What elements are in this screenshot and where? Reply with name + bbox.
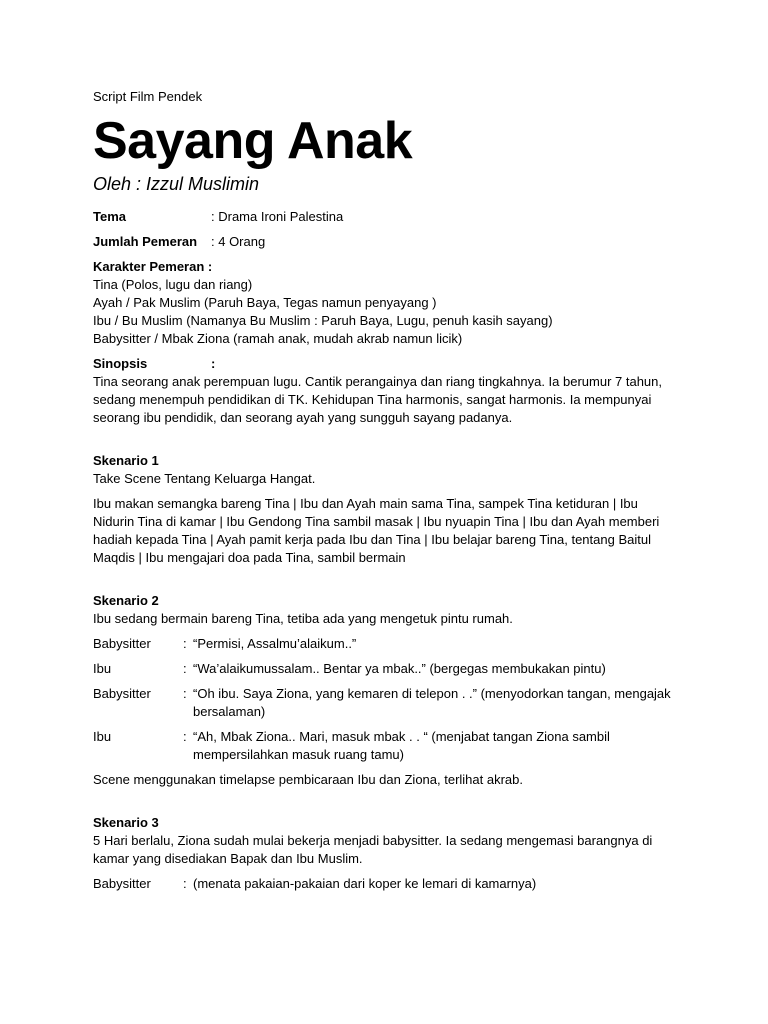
sinopsis-colon: : — [211, 356, 216, 371]
dialog-speaker: Babysitter — [93, 876, 151, 891]
skenario-2-outro: Scene menggunakan timelapse pembicaraan Ibu dan Ziona, terlihat akrab. — [93, 772, 523, 787]
character-item: Ayah / Pak Muslim (Paruh Baya, Tegas namun penyayang ) — [93, 295, 437, 310]
dialog-speaker: Ibu — [93, 661, 112, 676]
dialog-line — [93, 635, 673, 653]
meta-tema-key: Tema — [93, 209, 126, 224]
skenario-2-heading: Skenario 2 — [93, 593, 159, 608]
dialog-speaker: Babysitter — [93, 686, 151, 701]
character-item: Tina (Polos, lugu dan riang) — [93, 277, 253, 292]
dialog-line — [93, 728, 673, 764]
sinopsis-key: Sinopsis — [93, 356, 148, 371]
character-item: Ibu / Bu Muslim (Namanya Bu Muslim : Paruh Baya, Lugu, penuh kasih sayang) — [93, 313, 553, 328]
dialog-text: “Permisi, Assalmu’alaikum..” — [193, 636, 357, 651]
skenario-2-intro: Ibu sedang bermain bareng Tina, tetiba ada yang mengetuk pintu rumah. — [93, 611, 513, 626]
meta-jumlah-value: : 4 Orang — [211, 234, 266, 249]
spacer — [93, 796, 673, 814]
sinopsis-heading — [93, 355, 673, 373]
skenario-2-intro-block — [93, 592, 673, 628]
dialog-colon: : — [183, 729, 187, 744]
spacer — [93, 434, 673, 452]
dialog-line — [93, 875, 673, 893]
dialog-text: “Wa’alaikumussalam.. Bentar ya mbak..” (bergegas membukakan pintu) — [193, 661, 606, 676]
meta-jumlah — [93, 233, 673, 251]
meta-jumlah-key: Jumlah Pemeran — [93, 234, 198, 249]
skenario-3-intro-block — [93, 814, 673, 868]
sinopsis-text: Tina seorang anak perempuan lugu. Cantik perangainya dan riang tingkahnya. Ia berumur 7 tahun, sedang menempuh pendidikan di TK. Kehidupan Tina harmonis, sangat harmonis. Ia mempunyai seorang ibu pendidik, dan seorang ayah yang sungguh sayang padanya. — [93, 374, 663, 425]
document-title: Sayang Anak — [93, 112, 413, 170]
dialog-speaker: Babysitter — [93, 636, 151, 651]
skenario-3-intro: 5 Hari berlalu, Ziona sudah mulai bekerja menjadi babysitter. Ia sedang mengemasi barangnya di kamar yang disediakan Bapak dan Ibu Muslim. — [93, 833, 653, 866]
dialog-colon: : — [183, 686, 187, 701]
dialog-line — [93, 685, 673, 721]
document-kicker: Script Film Pendek — [93, 89, 203, 104]
character-item: Babysitter / Mbak Ziona (ramah anak, mudah akrab namun licik) — [93, 331, 463, 346]
skenario-1-intro: Take Scene Tentang Keluarga Hangat. — [93, 471, 316, 486]
dialog-speaker: Ibu — [93, 729, 112, 744]
skenario-1-heading: Skenario 1 — [93, 453, 159, 468]
sinopsis-section — [93, 355, 673, 427]
skenario-1-intro-block — [93, 452, 673, 488]
skenario-1-body: Ibu makan semangka bareng Tina | Ibu dan Ayah main sama Tina, sampek Tina ketiduran | Ibu Nidurin Tina di kamar | Ibu Gendong Tina sambil masak | Ibu nyuapin Tina | Ibu dan Ayah memberi hadiah kepada Tina | Ayah pamit kerja pada Ibu dan Tina | Ibu belajar bareng Tina, tentang Baitul Maqdis | Ibu mengajari doa pada Tina, sambil bermain — [93, 496, 660, 565]
document-author: Oleh : Izzul Muslimin — [93, 174, 260, 194]
meta-tema — [93, 208, 673, 226]
dialog-colon: : — [183, 636, 187, 651]
dialog-text: (menata pakaian-pakaian dari koper ke lemari di kamarnya) — [193, 876, 537, 891]
skenario-3-heading: Skenario 3 — [93, 815, 159, 830]
dialog-text: “Oh ibu. Saya Ziona, yang kemaren di telepon . .” (menyodorkan tangan, mengajak bersalaman) — [193, 686, 671, 719]
character-list — [93, 258, 673, 348]
dialog-text: “Ah, Mbak Ziona.. Mari, masuk mbak . . “ (menjabat tangan Ziona sambil mempersilahkan masuk ruang tamu) — [193, 729, 610, 762]
dialog-line — [93, 660, 673, 678]
dialog-colon: : — [183, 876, 187, 891]
document-page — [93, 88, 673, 900]
spacer — [93, 574, 673, 592]
dialog-colon: : — [183, 661, 187, 676]
meta-tema-value: : Drama Ironi Palestina — [211, 209, 344, 224]
karakter-heading: Karakter Pemeran : — [93, 259, 213, 274]
